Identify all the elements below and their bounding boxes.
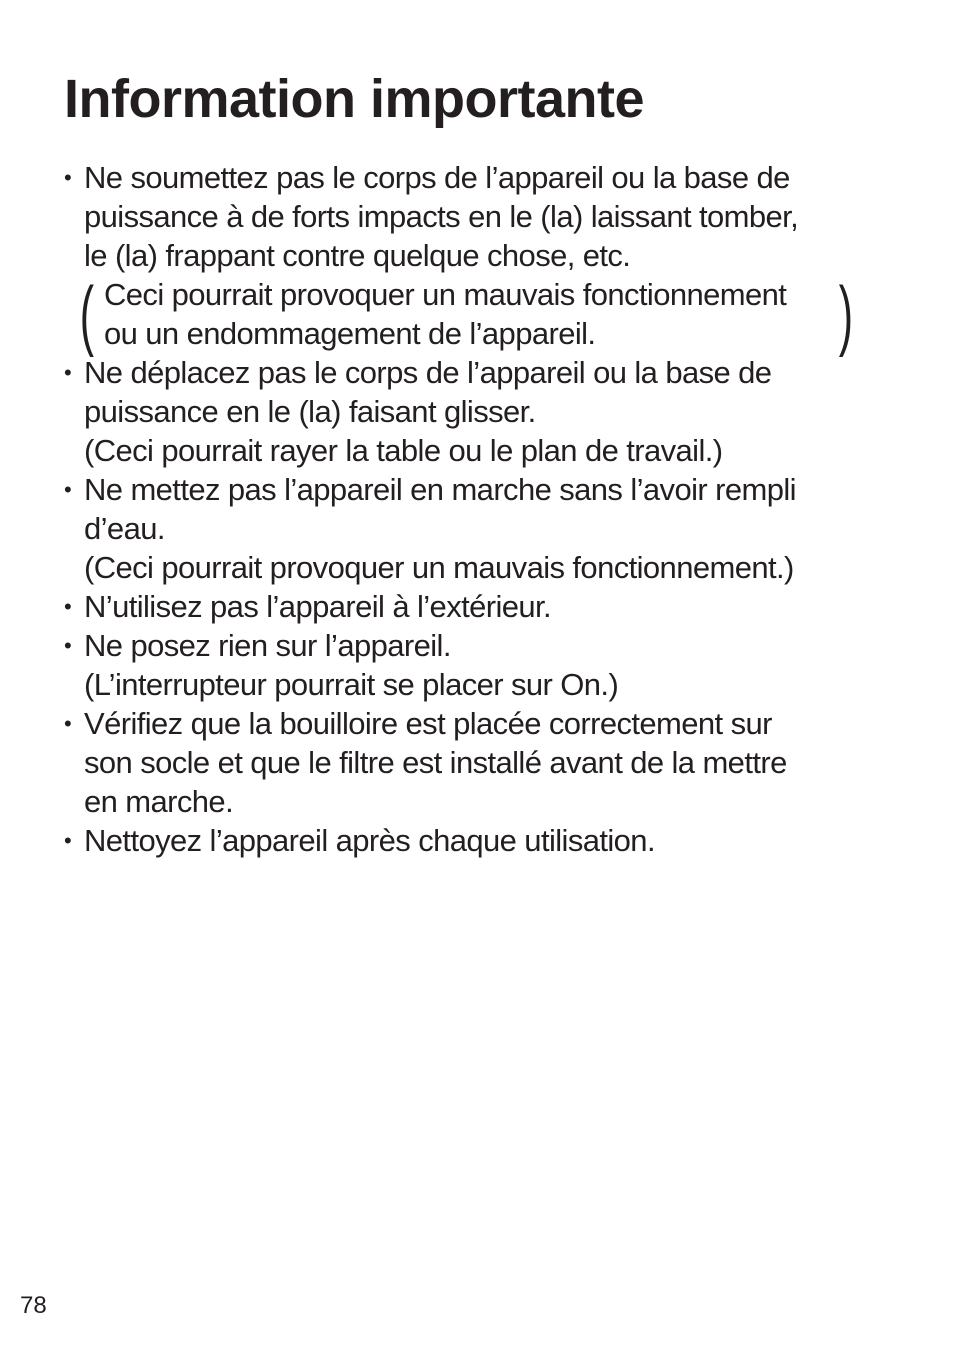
bullet-icon: • (64, 477, 72, 502)
item-text-line: Nettoyez l’appareil après chaque utilisation. (84, 823, 655, 858)
item-note: (Ceci pourrait provoquer un mauvais fonctionnement.) (84, 550, 794, 585)
item-text-line: Ne mettez pas l’appareil en marche sans l’avoir rempli (84, 472, 796, 507)
page-number: 78 (20, 1292, 47, 1319)
open-bracket: ( (79, 270, 94, 358)
item-text-line: Ne posez rien sur l’appareil. (84, 628, 451, 663)
item-text-line: en marche. (84, 784, 234, 819)
bullet-icon: • (64, 360, 72, 385)
list-item (64, 353, 894, 470)
item-note: (Ceci pourrait rayer la table ou le plan de travail.) (84, 433, 723, 468)
important-info-list (64, 158, 894, 860)
bullet-icon: • (64, 594, 72, 619)
item-text-line: Ne soumettez pas le corps de l’appareil ou la base de (84, 160, 790, 195)
item-text-line: N’utilisez pas l’appareil à l’extérieur. (84, 589, 552, 624)
item-text-line: puissance en le (la) faisant glisser. (84, 394, 536, 429)
item-text-line: son socle et que le filtre est installé avant de la mettre (84, 745, 787, 780)
list-item (64, 704, 894, 821)
bullet-icon: • (64, 165, 72, 190)
note-text-line: Ceci pourrait provoquer un mauvais fonctionnement (104, 277, 787, 312)
page-title: Information importante (64, 69, 644, 129)
item-text-line: Ne déplacez pas le corps de l’appareil ou la base de (84, 355, 772, 390)
item-text-line: le (la) frappant contre quelque chose, etc. (84, 238, 631, 273)
list-item (64, 626, 894, 704)
list-item (64, 470, 894, 587)
item-text-line: Vérifiez que la bouilloire est placée correctement sur (84, 706, 772, 741)
bracketed-note (79, 270, 853, 358)
close-bracket: ) (838, 270, 853, 358)
note-text-line: ou un endommagement de l’appareil. (104, 316, 596, 351)
item-text-line: d’eau. (84, 511, 165, 546)
item-note: (L’interrupteur pourrait se placer sur On.) (84, 667, 619, 702)
bullet-icon: • (64, 828, 72, 853)
list-item (64, 821, 894, 860)
list-item (64, 158, 894, 358)
bullet-icon: • (64, 633, 72, 658)
item-text-line: puissance à de forts impacts en le (la) laissant tomber, (84, 199, 799, 234)
list-item (64, 587, 894, 626)
bullet-icon: • (64, 711, 72, 736)
